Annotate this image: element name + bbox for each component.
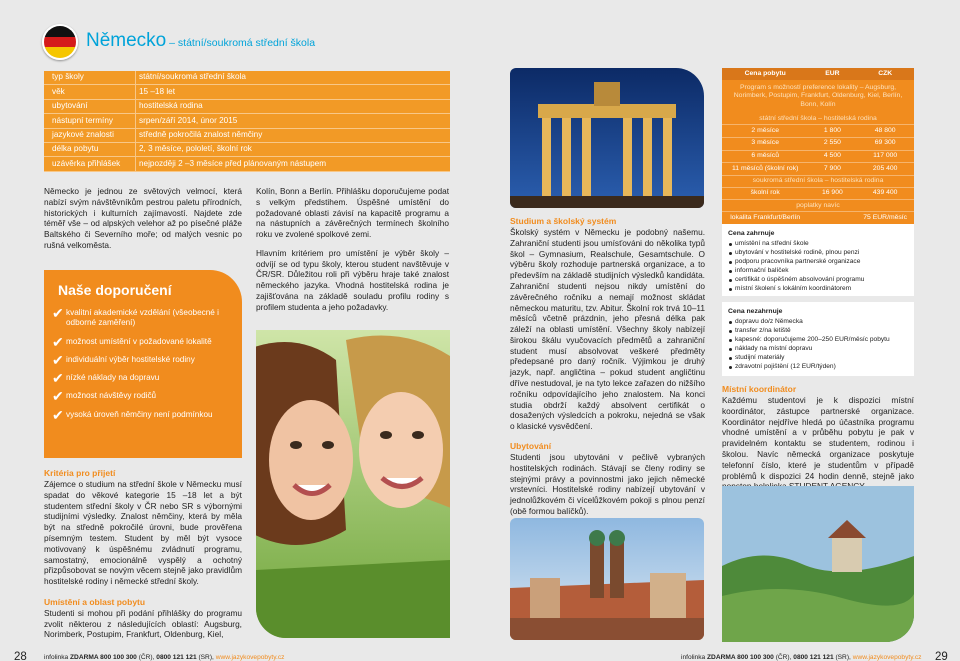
recommendation-text: kvalitní akademické vzdělání (všeobecné i odborné zaměření): [66, 308, 219, 328]
footer-right: infolinka ZDARMA 800 100 300 (ČR), 0800 121 121 (SR), www.jazykovepobyty.cz: [681, 654, 922, 661]
list-item: náklady na místní dopravu: [728, 345, 908, 354]
info-value: nejpozději 2 –3 měsíce před plánovaným nástupem: [135, 157, 450, 170]
checkmark-icon: ✔: [52, 305, 64, 322]
price-cell: 48 800: [874, 126, 896, 134]
checkmark-icon: ✔: [52, 406, 64, 423]
info-row: [44, 129, 450, 143]
recommendation-text: nízké náklady na dopravu: [66, 373, 160, 383]
info-row: [44, 85, 450, 99]
list-item: zdravotní pojištění (12 EUR/týden): [728, 363, 908, 372]
coordinator-text: Každému studentovi je k dispozici místní koordinátor, zástupce partnerské organizace. Koordinátor nejdříve hledá po účastníka programu vhodné umístění a v průběhu pobytu je pak v pravidelném kontaktu se studentem, rodinou i školou. Navíc německá organizace poskytuje telefonní číslo, které je studentům v případě problémů k dispozici 24 hodin denně, stejně jako: [722, 395, 914, 481]
placement-text: Studenti si mohou při podání přihlášky do programu zvolit některou z následujících oblastí: Augsburg, Norimberk, Postupim, Frankfurt, Oldenburg, Kiel,: [44, 607, 242, 640]
list-item: certifikát o úspěšném absolvování programu: [728, 276, 908, 285]
info-row: [44, 100, 450, 114]
info-row: [44, 157, 450, 171]
info-key: typ školy: [52, 72, 84, 82]
list-item: transfer z/na letiště: [728, 327, 908, 336]
criteria-section: [44, 468, 242, 640]
info-row: [44, 114, 450, 128]
coordinator-title: Místní koordinátor: [722, 384, 797, 394]
info-key: ubytování: [52, 101, 88, 111]
price-cell: školní rok: [750, 189, 780, 197]
school-system-title: Studium a školský systém: [510, 216, 617, 226]
column-3: [510, 216, 705, 517]
footer-link-right[interactable]: www.jazykovepobyty.cz: [852, 654, 922, 661]
germany-flag-icon: [42, 24, 78, 60]
price-note: Program s možností preference lokality – Augsburg, Norimberk, Postupim, Frankfurt, Oldenburg, Kiel, Berlín, Bonn, Kolín: [733, 84, 903, 108]
list-item: ubytování v hostitelské rodině, plnou penzi: [728, 249, 908, 258]
price-cell: lokalita Frankfurt/Berlín: [730, 213, 801, 221]
price-header: [722, 68, 914, 80]
column-2-paragraph-2: Hlavním kritériem pro umístění je výběr školy – odvíjí se od typu školy, kterou student navštěvuje v ČR/SR. Důležitou roli při výběru hraje také znalost německého jazyka. Vhodná hostitelská rodina je zajišťována na základě souladu profilu rodiny s profilem studenta a jeho požadavky.: [256, 247, 449, 312]
page-title: Německo – státní/soukromá střední škola: [86, 30, 316, 51]
list-item: umístění na střední škole: [728, 240, 908, 249]
recommendation-item: [52, 333, 234, 350]
included-title: Cena zahrnuje: [728, 230, 775, 237]
recommendation-item: [52, 388, 234, 405]
price-row: [722, 163, 914, 176]
page-subtitle: – státní/soukromá střední škola: [166, 37, 316, 49]
recommendation-text: možnost návštěvy rodičů: [66, 391, 157, 401]
info-key: nástupní termíny: [52, 115, 113, 125]
price-cell: 4 500: [823, 152, 841, 160]
price-cell: 205 400: [872, 164, 898, 172]
price-cell: 11 měsíců (školní rok): [732, 164, 799, 172]
price-cell: 2 550: [823, 139, 841, 147]
price-cell: 439 400: [872, 189, 898, 197]
footer-left: infolinka ZDARMA 800 100 300 (ČR), 0800 121 121 (SR), www.jazykovepobyty.cz: [44, 654, 285, 661]
column-2: [256, 186, 449, 313]
price-cell: 2 měsíce: [751, 126, 779, 134]
landscape-photo: [722, 486, 914, 642]
price-row: [722, 151, 914, 164]
info-value: hostitelská rodina: [135, 100, 450, 113]
info-key: délka pobytu: [52, 144, 99, 154]
recommendation-text: možnost umístění v požadované lokalitě: [66, 336, 212, 346]
price-section-title: soukromá střední škola – hostitelská rodina: [722, 176, 914, 188]
accommodation-title: Ubytování: [510, 440, 552, 451]
price-cell: 1 800: [823, 126, 841, 134]
info-key: věk: [52, 86, 65, 96]
list-item: kapesné: doporučujeme 200–250 EUR/měsíc pobytu: [728, 336, 908, 345]
price-cell: 16 900: [821, 189, 843, 197]
page-number-right: 29: [935, 651, 948, 661]
list-item: studijní materiály: [728, 354, 908, 363]
recommendation-item: [52, 406, 234, 423]
coordinator-section: [722, 384, 914, 492]
criteria-text: Zájemce o studium na střední škole v Německu musí spadat do věkové kategorie 15 –18 let a být studentem střední školy v ČR nebo SR s výbornými studijními výsledky. Znalost němčiny, která by měla být na středně pokročilé úrovni, bude prověřena písemným testem. Student by měl být vysoce motivovaný k úspěšnému zvládnutí programu, samostatný, emocionálně vyspělý a ochotný přizpůsobovat se novým věcem stejně jako pravidlům hostitelské rodiny i německé střední školy.: [44, 479, 242, 587]
recommendation-text: individuální výběr hostitelské rodiny: [66, 354, 195, 364]
included-box: [722, 224, 914, 296]
info-table: [44, 71, 450, 172]
brandenburg-gate-photo: [510, 68, 704, 208]
school-system-text: Školský systém v Německu je podobný našemu. Zahraniční studenti jsou umísťováni do několika typů škol – Gymnasium, Realschule, Gesamtschule. O výběru školy rozhoduje partnerská organizace, a to především na základě studijních výsledků kandidáta. Zahraniční studenti nejsou nikdy umístění do závěrečného ročníku a nemají možnost skládat německou maturitu, tzv. Abitur. Školní rok trvá 10–11 měsíců včetně prázdnin, jeho přesná délka pak záleží na oblasti umístění. Všechny školy nabízejí širokou škálu vyučovacích předmětů a zahraniční student musí absolvovat veškeré předměty předepsané pro daný ročník. Výjimkou je druhý jazyk, např. angličtina – pokud student angličtinu dříve nestudoval, je na tyto lekce zařazen do nižšího ročníku odpovídajícího jeho znalostem. Na konci studia obdrží každý absolvent certifikát o dosažených výsledcích a pokroku, nejedná se však o klasické vysvědčení.: [510, 227, 705, 432]
price-cell: 3 měsíce: [751, 139, 779, 147]
intro-paragraph: Německo je jednou ze světových velmocí, která nabízí svým návštěvníkům pestrou paletu přírodních, historických i kulturních zajímavostí. Najdete zde téměř vše – od alpských velehor až po písečné pláže Baltského či Severního moře; od malých vesnic po rušná velkoměsta.: [44, 186, 242, 250]
students-photo: [256, 330, 450, 638]
info-key: uzávěrka přihlášek: [52, 158, 121, 168]
price-cell: 117 000: [873, 152, 898, 160]
price-header-cell: EUR: [825, 69, 840, 77]
price-row: [722, 138, 914, 151]
footer-link-left[interactable]: www.jazykovepobyty.cz: [215, 654, 285, 661]
info-row: [44, 71, 450, 85]
recommendation-item: [52, 370, 234, 387]
price-row: [722, 188, 914, 201]
list-item: místní školení s lokálním koordinátorem: [728, 285, 908, 294]
column-2-paragraph-1: Kolín, Bonn a Berlín. Přihlášku doporučujeme podat s velkým předstihem. Úspěšné umístění do požadované oblasti závisí na kapacitě programu a na nástupních a závěrečných termínech školního roku ve zvolené spolkové zemi.: [256, 186, 449, 240]
price-section-title: poplatky navíc: [722, 200, 914, 212]
criteria-title: Kritéria pro přijetí: [44, 468, 116, 478]
price-cell: 7 900: [823, 164, 841, 172]
price-header-cell: CZK: [878, 69, 893, 77]
recommendation-item: [52, 305, 234, 329]
recommendation-item: [52, 351, 234, 368]
checkmark-icon: ✔: [52, 351, 64, 368]
price-row: [722, 125, 914, 138]
recommendation-box: [44, 270, 242, 458]
info-value: srpen/září 2014, únor 2015: [135, 114, 450, 127]
info-value: 2, 3 měsíce, pololetí, školní rok: [135, 143, 450, 156]
placement-title: Umístění a oblast pobytu: [44, 596, 146, 607]
accommodation-text: Studenti jsou ubytováni v pečlivě vybraných hostitelských rodinách. Stávají se členy rodiny se stejnými právy a povinnostmi jako jejich německé vrstevníci. Hostitelské rodiny nabízejí ubytování v jednolůžkovém či vícelůžkovém pokoji s plnou penzí (obě formou balíčků).: [510, 451, 705, 516]
recommendation-title: Naše doporučení: [58, 282, 172, 298]
list-item: dopravu do/z Německa: [728, 318, 908, 327]
info-value: 15 –18 let: [135, 85, 450, 98]
list-item: podporu pracovníka partnerské organizace: [728, 258, 908, 267]
not-included-box: [722, 302, 914, 376]
price-header-cell: Cena pobytu: [744, 69, 786, 77]
price-cell: 6 měsíců: [751, 152, 779, 160]
info-value: státní/soukromá střední škola: [135, 71, 450, 84]
info-row: [44, 143, 450, 157]
page-number-left: 28: [14, 651, 27, 661]
checkmark-icon: ✔: [52, 333, 64, 350]
not-included-title: Cena nezahrnuje: [728, 308, 783, 315]
checkmark-icon: ✔: [52, 370, 64, 387]
munich-city-photo: [510, 518, 704, 640]
price-section-title: státní střední škola – hostitelská rodina: [722, 113, 914, 125]
info-key: jazykové znalosti: [52, 129, 114, 139]
recommendation-text: vysoká úroveň němčiny není podmínkou: [66, 409, 213, 419]
price-table: [722, 68, 914, 225]
price-cell: 69 300: [874, 139, 896, 147]
price-cell: 75 EUR/měsíc: [863, 213, 908, 221]
checkmark-icon: ✔: [52, 388, 64, 405]
info-value: středně pokročilá znalost němčiny: [135, 129, 450, 142]
list-item: informační balíček: [728, 267, 908, 276]
